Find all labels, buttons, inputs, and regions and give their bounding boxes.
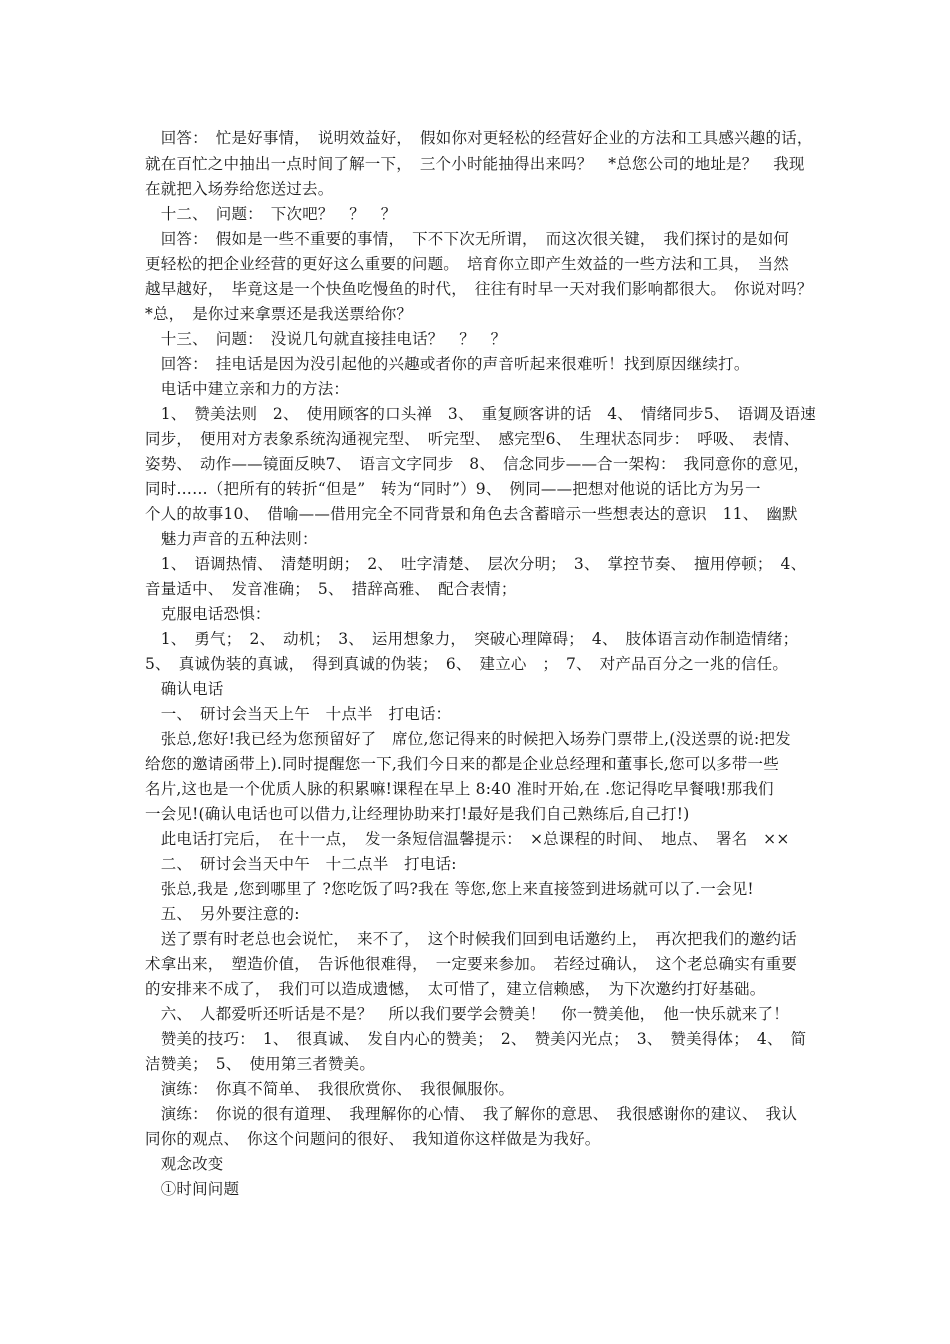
text-line: 1、 赞美法则 2、 使用顾客的口头禅 3、 重复顾客讲的话 4、 情绪同步5、 语调及语速 bbox=[145, 405, 816, 423]
text-line: 演练： 你真不简单、 我很欣赏你、 我很佩服你。 bbox=[145, 1080, 515, 1098]
section-heading: 电话中建立亲和力的方法： bbox=[145, 380, 350, 398]
text-line: 二、 研讨会当天中午 十二点半 打电话: bbox=[145, 855, 457, 873]
text-line: 就在百忙之中抽出一点时间了解一下， 三个小时能抽得出来吗？ *总您公司的地址是？ 我现 bbox=[145, 155, 805, 173]
text-line: 更轻松的把企业经营的更好这么重要的问题。 培育你立即产生效益的一些方法和工具， 当然 bbox=[145, 255, 789, 273]
text-line: 张总,您好!我已经为您预留好了 席位,您记得来的时候把入场券门票带上,(没送票的说:把发 bbox=[145, 730, 791, 748]
text-line: 回答： 挂电话是因为没引起他的兴趣或者你的声音听起来很难听！找到原因继续打。 bbox=[145, 355, 750, 373]
text-line: 姿势、 动作——镜面反映7、 语言文字同步 8、 信念同步——合一架构： 我同意你的意见， bbox=[145, 455, 810, 473]
text-line: 回答： 假如是一些不重要的事情， 下不下次无所谓， 而这次很关键， 我们探讨的是如何 bbox=[145, 230, 790, 248]
text-line: 此电话打完后， 在十一点， 发一条短信温馨提示： ×总课程的时间、 地点、 署名 ×× bbox=[145, 830, 790, 848]
text-line: 1、 语调热情、 清楚明朗； 2、 吐字清楚、 层次分明； 3、 掌控节奏、 擅用停顿； 4、 bbox=[145, 555, 807, 573]
text-line: 五、 另外要注意的: bbox=[145, 905, 300, 923]
text-line: 洁赞美； 5、 使用第三者赞美。 bbox=[145, 1055, 376, 1073]
text-line: 同步， 便用对方表象系统沟通视完型、 听完型、 感完型6、 生理状态同步： 呼吸、 表情、 bbox=[145, 430, 800, 448]
text-line: 给您的邀请函带上).同时提醒您一下,我们今日来的都是企业总经理和董事长,您可以多带一些 bbox=[145, 755, 779, 773]
text-line: 十二、 问题： 下次吧？ ？ ？ bbox=[145, 205, 397, 223]
text-line: 十三、 问题： 没说几句就直接挂电话？ ？ ？ bbox=[145, 330, 507, 348]
section-heading: 魅力声音的五种法则： bbox=[145, 530, 318, 548]
text-line: ①时间问题 bbox=[145, 1180, 240, 1198]
text-line: 回答： 忙是好事情， 说明效益好， 假如你对更轻松的经营好企业的方法和工具感兴趣的话， bbox=[145, 129, 813, 147]
text-line: 一会见!(确认电话也可以借力,让经理协助来打!最好是我们自己熟练后,自己打!) bbox=[145, 805, 690, 823]
text-line: 六、 人都爱听还听话是不是？ 所以我们要学会赞美！ 你一赞美他， 他一快乐就来了！ bbox=[145, 1005, 789, 1023]
text-line: 同时……（把所有的转折“但是” 转为“同时”）9、 例同——把想对他说的话比方为另一 bbox=[145, 480, 761, 498]
text-line: 5、 真诚伪装的真诚， 得到真诚的伪装； 6、 建立心 ； 7、 对产品百分之一兆的信任。 bbox=[145, 655, 789, 673]
text-line: 名片,这也是一个优质人脉的积累嘛!课程在早上 8:40 准时开始,在 .您记得吃早餐哦!那我们 bbox=[145, 780, 774, 798]
text-line: 的安排来不成了， 我们可以造成遗憾， 太可惜了，建立信赖感， 为下次邀约打好基础。 bbox=[145, 980, 766, 998]
text-line: 一、 研讨会当天上午 十点半 打电话： bbox=[145, 705, 452, 723]
text-line: 个人的故事10、 借喻——借用完全不同背景和角色去含蓄暗示一些想表达的意识 11、 幽默 bbox=[145, 505, 798, 523]
section-heading: 确认电话 bbox=[145, 680, 224, 698]
text-line: 1、 勇气； 2、 动机； 3、 运用想象力， 突破心理障碍； 4、 肢体语言动作制造情绪； bbox=[145, 630, 799, 648]
text-line: *总， 是你过来拿票还是我送票给你？ bbox=[145, 305, 413, 323]
text-line: 演练： 你说的很有道理、 我理解你的心情、 我了解你的意思、 我很感谢你的建议、 我认 bbox=[145, 1105, 798, 1123]
text-line: 张总,我是 ,您到哪里了 ?您吃饭了吗?我在 等您,您上来直接签到进场就可以了.一会见! bbox=[145, 880, 754, 898]
text-line: 音量适中、 发音准确； 5、 措辞高雅、 配合表情； bbox=[145, 580, 517, 598]
text-line: 送了票有时老总也会说忙， 来不了， 这个时候我们回到电话邀约上， 再次把我们的邀约话 bbox=[145, 930, 797, 948]
text-line: 同你的观点、 你这个问题问的很好、 我知道你这样做是为我好。 bbox=[145, 1130, 601, 1148]
text-line: 赞美的技巧： 1、 很真诚、 发自内心的赞美； 2、 赞美闪光点； 3、 赞美得体； 4、 简 bbox=[145, 1030, 807, 1048]
section-heading: 克服电话恐惧： bbox=[145, 605, 271, 623]
section-heading: 观念改变 bbox=[145, 1155, 224, 1173]
text-line: 术拿出来， 塑造价值， 告诉他很难得， 一定要来参加。 若经过确认， 这个老总确实有重要 bbox=[145, 955, 798, 973]
text-line: 越早越好， 毕竟这是一个快鱼吃慢鱼的时代， 往往有时早一天对我们影响都很大。 你说对吗？ bbox=[145, 280, 813, 298]
text-line: 在就把入场券给您送过去。 bbox=[145, 180, 334, 198]
